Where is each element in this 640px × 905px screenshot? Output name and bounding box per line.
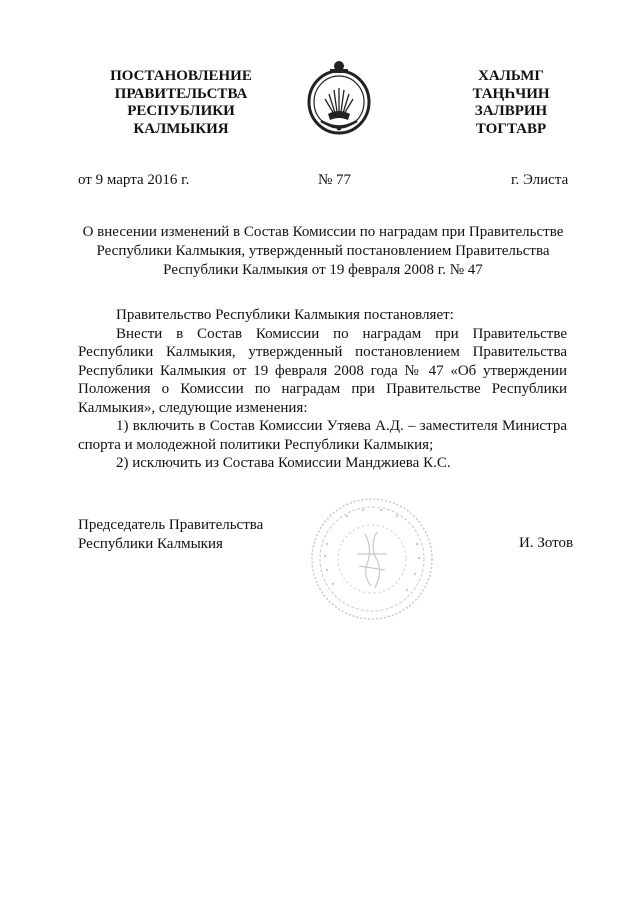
header-left-line: КАЛМЫКИЯ: [133, 120, 229, 137]
signatory-position-line: Председатель Правительства: [78, 517, 264, 533]
header-right-line: ТАҢҺЧИН: [472, 85, 550, 102]
header-right-line: ЗАЛВРИН: [474, 103, 548, 119]
header-right-line: ХАЛЬМГ: [478, 68, 544, 84]
title-line: Республики Калмыкия, утвержденный постановлением Правительства: [96, 243, 550, 259]
intro-paragraph: Правительство Республики Калмыкия постановляет:: [116, 307, 454, 323]
document-title: [78, 223, 568, 280]
header-left-line: ПРАВИТЕЛЬСТВА: [114, 85, 248, 102]
header-right-line: ТОГТАВР: [475, 120, 547, 137]
document-city: г. Элиста: [511, 172, 569, 188]
signatory-position-line: Республики Калмыкия: [78, 536, 223, 552]
signatory-position: [78, 516, 263, 554]
document-number: № 77: [318, 172, 352, 188]
title-line: Республики Калмыкия от 19 февраля 2008 г. № 47: [163, 262, 483, 278]
item-1-paragraph: 1) включить в Состав Комиссии Утяева А.Д. – заместителя Министра спорта и молодежной политики Республики Калмыкия;: [78, 418, 567, 453]
official-seal-stamp: [307, 494, 437, 624]
header-left-line: РЕСПУБЛИКИ: [127, 103, 235, 119]
header-right-kalmyk: [456, 68, 566, 138]
item-2-paragraph: 2) исключить из Состава Комиссии Манджиева К.С.: [116, 455, 451, 471]
header-left-line: ПОСТАНОВЛЕНИЕ: [110, 68, 252, 84]
coat-of-arms-emblem: [304, 58, 374, 138]
main-paragraph: Внести в Состав Комиссии по наградам при Правительстве Республики Калмыкия, утвержденный постановлением Правительства Республики Калмыкия от 19 февраля 2008 года № 47 «Об утверждении Положения о Комиссии по наградам при Правительстве Республики Калмыкия», следующие изменения:: [78, 325, 567, 416]
document-date: от 9 марта 2016 г.: [78, 172, 190, 188]
header-left-russian: [96, 68, 266, 138]
signatory-name: И. Зотов: [519, 535, 574, 551]
document-body: [78, 306, 567, 473]
title-line: О внесении изменений в Состав Комиссии по наградам при Правительстве: [82, 224, 564, 240]
